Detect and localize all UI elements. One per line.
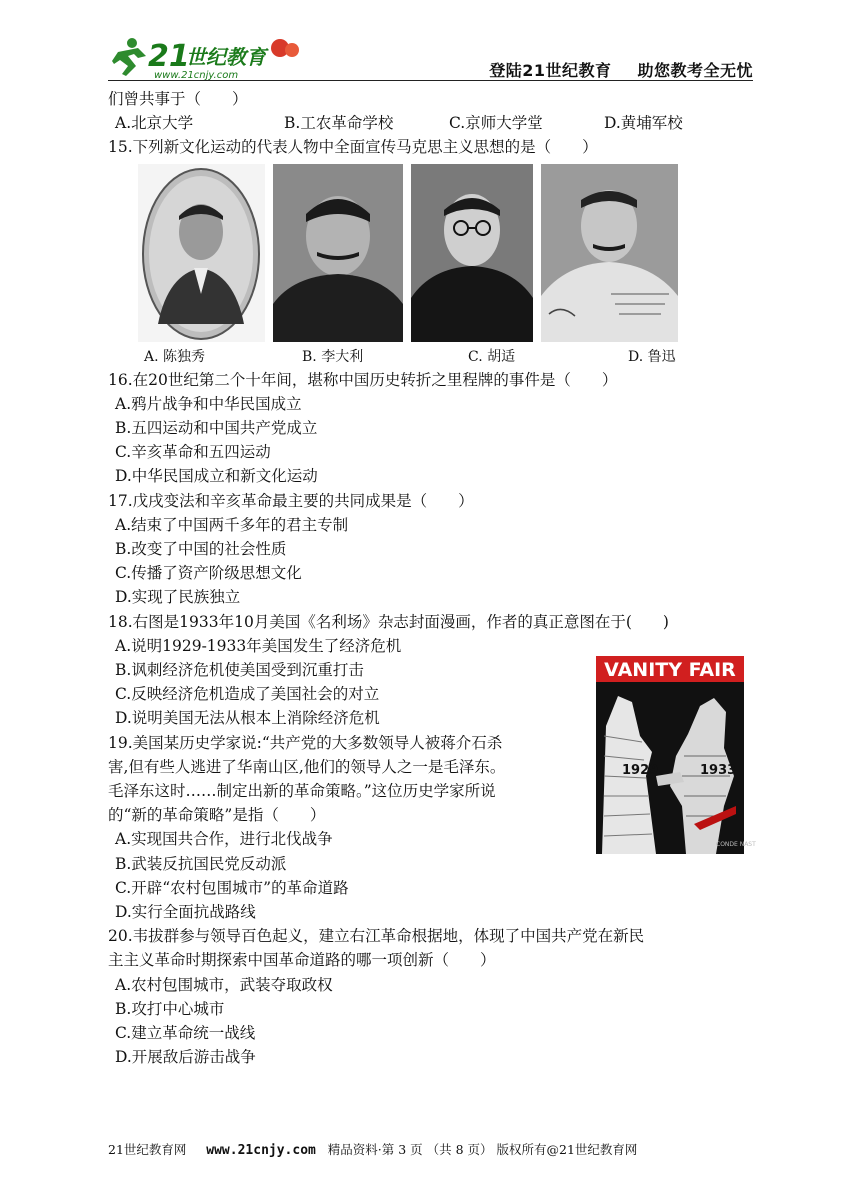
slogan-right: 助您教考全无忧 [637,61,753,80]
footer-site: 21世纪教育网 [108,1142,187,1157]
q15-portraits [108,164,756,346]
q15-stem: 15.下列新文化运动的代表人物中全面宣传马克思主义思想的是（ ） [108,138,598,157]
q16-stem: 16.在20世纪第二个十年间，堪称中国历史转折之里程牌的事件是（ ） [108,370,618,389]
q20-option-c: C.建立革命统一战线 [115,1024,256,1043]
q20-option-b: B.攻打中心城市 [115,999,225,1018]
q20-stem-1: 20.韦拔群参与领导百色起义，建立右江革命根据地，体现了中国共产党在新民 [108,927,645,946]
site-logo [108,34,308,82]
vf-credit: CONDE NAST [716,841,756,848]
q16-option-a: A.鸦片战争和中华民国成立 [115,394,302,413]
footer-url[interactable]: www.21cnjy.com [206,1143,316,1158]
exam-content [108,87,756,1070]
q14-tail: 们曾共事于（ ） [108,90,248,108]
q17-option-a: A.结束了中国两千多年的君主专制 [115,515,349,534]
vf-year-right: 1933 [700,763,737,778]
q14-options [108,111,756,135]
q16-option-b: B.五四运动和中国共产党成立 [115,419,318,438]
page-header [108,28,753,82]
q19-option-d: D.实行全面抗战路线 [115,903,256,922]
q17-option-d: D.实现了民族独立 [115,588,241,607]
footer-page-info: 精品资料·第 3 页 （共 8 页） 版权所有@21世纪教育网 [327,1142,638,1157]
q16-option-c: C.辛亥革命和五四运动 [115,443,271,462]
logo-url: www.21cnjy.com [154,70,239,81]
q19-option-b: B.武装反抗国民党反动派 [115,854,287,873]
caption-c: C. 胡适 [468,348,516,365]
q20-option-d: D.开展敌后游击战争 [115,1048,256,1067]
caption-b: B. 李大利 [302,348,364,365]
slogan-left: 登陆21世纪教育 [489,61,612,80]
q14-option-b: B.工农革命学校 [284,114,394,133]
q17-option-b: B.改变了中国的社会性质 [115,540,287,559]
q17-option-c: C.传播了资产阶级思想文化 [115,564,302,583]
q18-stem: 18.右图是1933年10月美国《名利场》杂志封面漫画，作者的真正意图在于( ) [108,612,669,631]
q18-option-b: B.讽刺经济危机使美国受到沉重打击 [115,661,364,680]
portrait-li-dazhao [273,164,403,342]
q18-option-d: D.说明美国无法从根本上消除经济危机 [115,709,380,728]
q19-stem-1: 19.美国某历史学家说:“共产党的大多数领导人被蒋介石杀 [108,733,503,752]
q14-option-a: A.北京大学 [115,114,194,133]
vf-masthead: VANITY FAIR [604,659,736,681]
caption-a: A. 陈独秀 [144,348,206,365]
q19-stem-3: 毛泽东这时……制定出新的革命策略。”这位历史学家所说 [108,782,496,801]
portrait-lu-xun [541,164,678,342]
page-footer [108,1140,753,1158]
portrait-chen-duxiu [138,164,265,342]
q20-stem-2: 主主义革命时期探索中国革命道路的哪一项创新（ ） [108,951,496,970]
vf-year-left: 1929 [622,763,659,778]
caption-d: D. 鲁迅 [628,348,676,365]
header-slogan [489,58,753,81]
q20-option-a: A.农村包围城市，武装夺取政权 [115,975,333,994]
q19-stem-4: 的“新的革命策略”是指（ ） [108,806,326,825]
q16-option-d: D.中华民国成立和新文化运动 [115,467,318,486]
q15-captions [108,346,756,368]
q17-stem: 17.戊戌变法和辛亥革命最主要的共同成果是（ ） [108,491,474,510]
q18-option-a: A.说明1929-1933年美国发生了经济危机 [115,636,402,655]
svg-text:21: 21 [148,39,190,74]
header-divider [108,80,753,81]
q14-option-c: C.京师大学堂 [449,114,543,133]
q19-option-c: C.开辟“农村包围城市”的革命道路 [115,878,349,897]
q14-option-d: D.黄埔军校 [604,114,683,133]
portrait-hu-shi [411,164,533,342]
vanity-fair-cover-image [596,656,756,854]
q19-option-a: A.实现国共合作，进行北伐战争 [115,830,333,849]
q18-option-c: C.反映经济危机造成了美国社会的对立 [115,685,380,704]
svg-text:世纪教育: 世纪教育 [186,45,266,69]
q19-stem-2: 害,但有些人逃进了华南山区,他们的领导人之一是毛泽东。 [108,757,506,776]
